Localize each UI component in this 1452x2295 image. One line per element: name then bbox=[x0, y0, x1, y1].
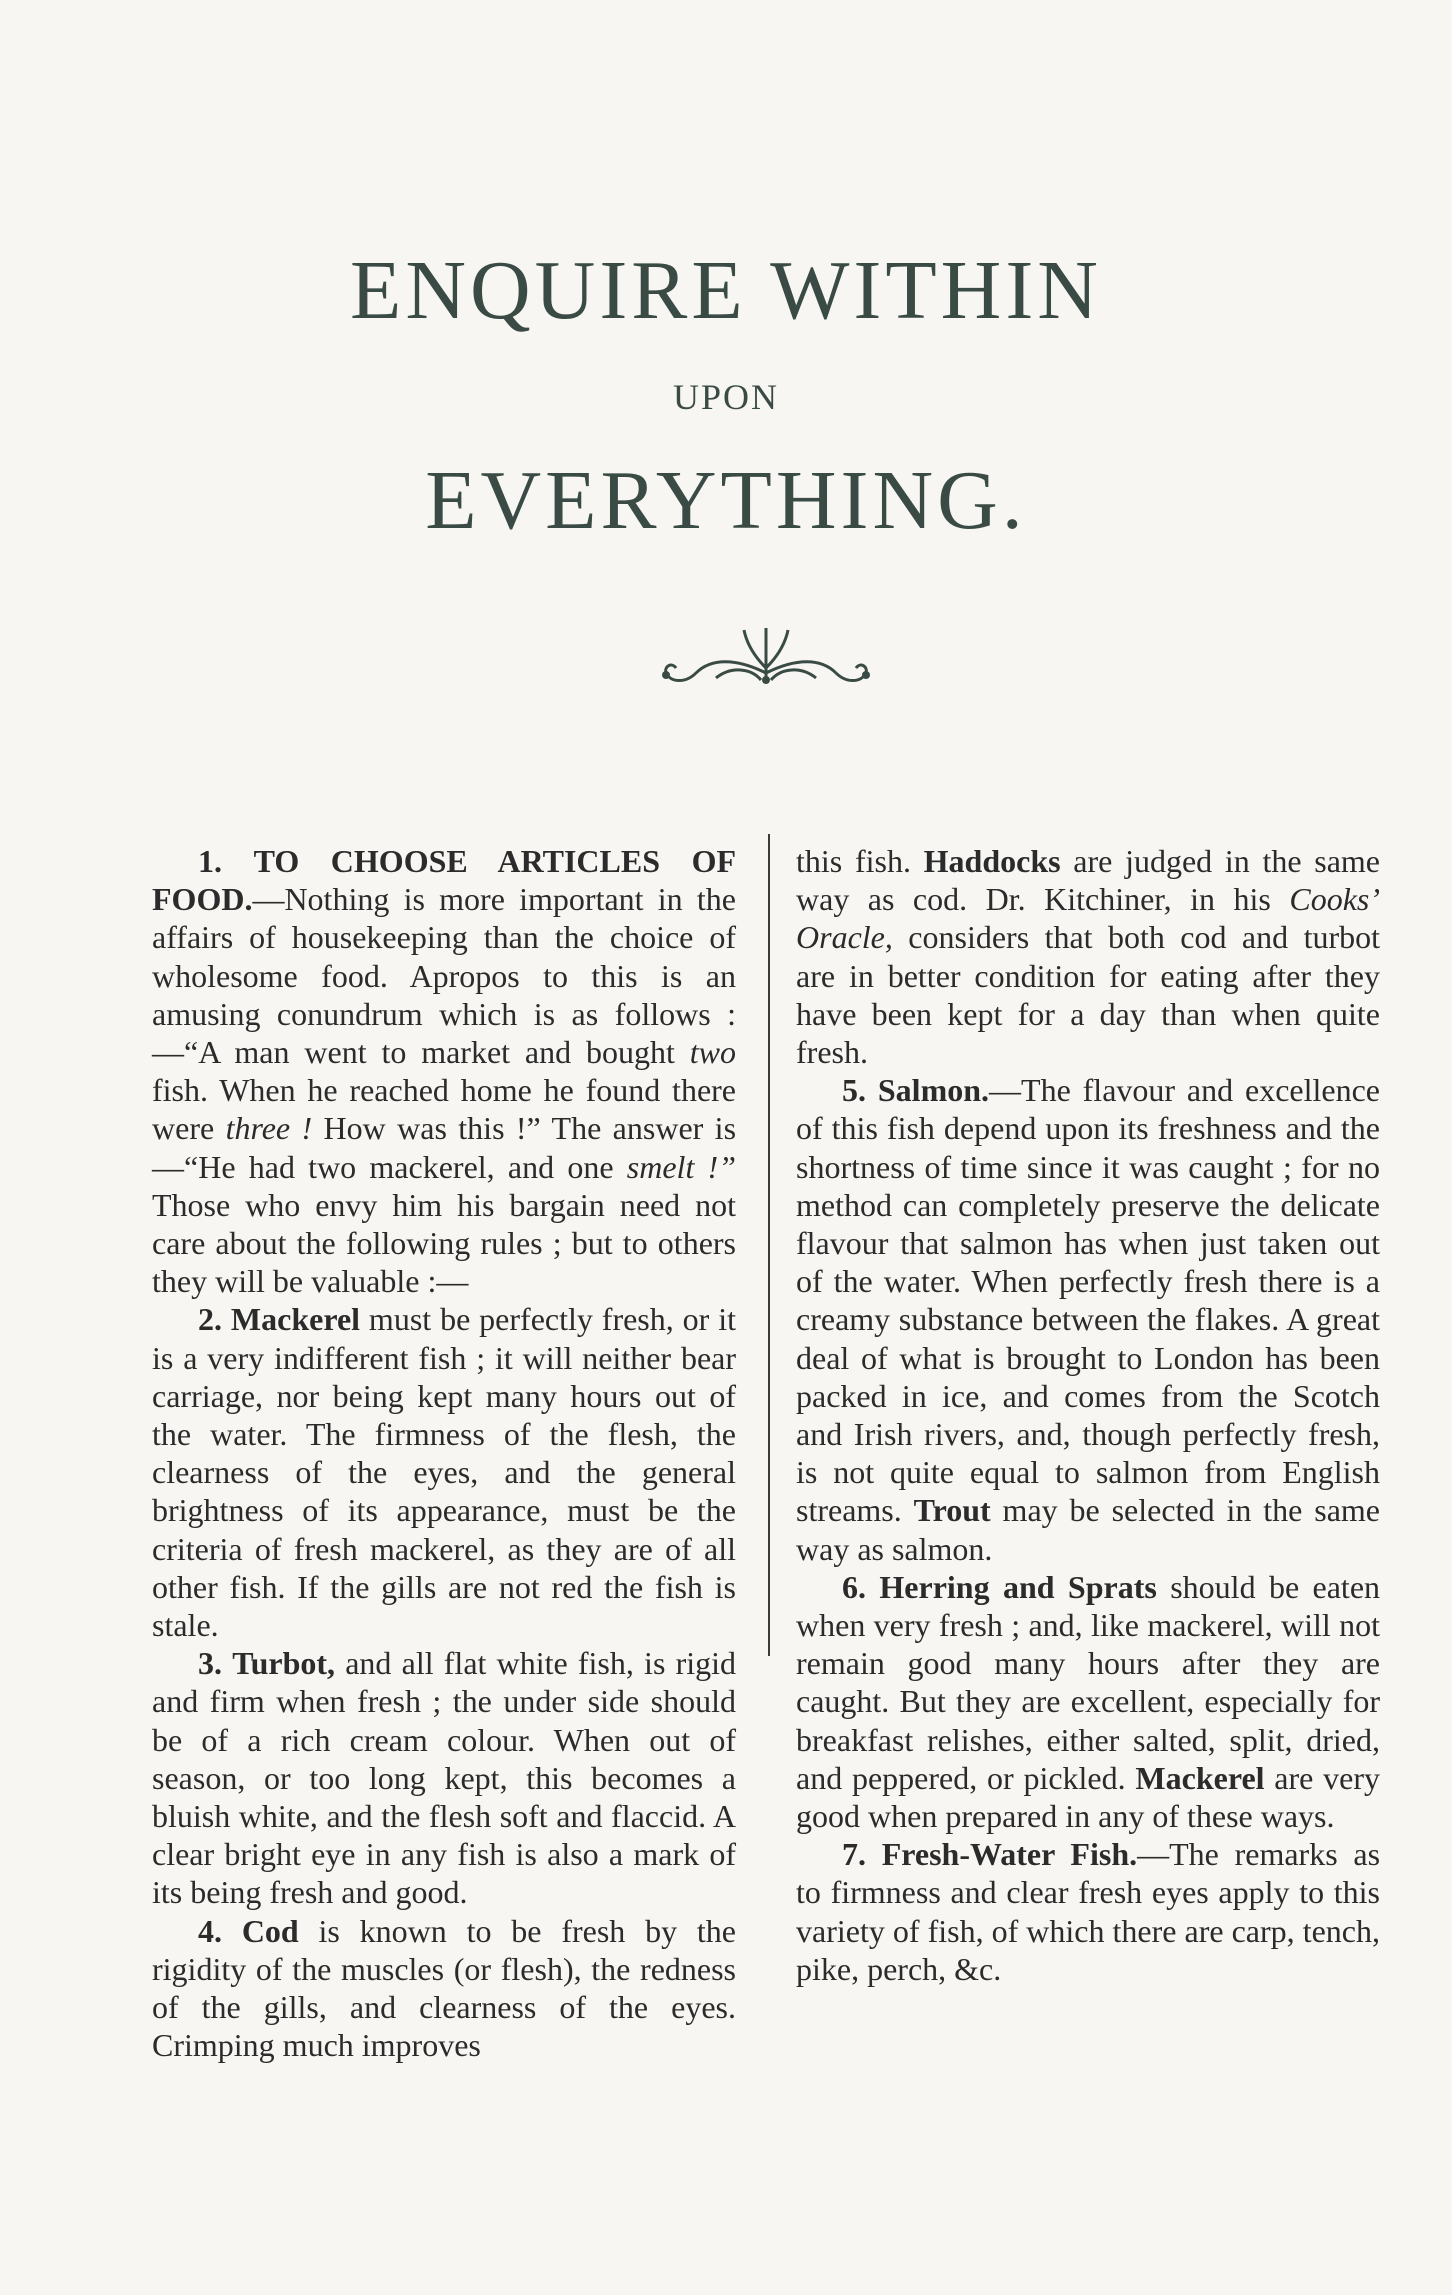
paragraph-text: should be eaten when very fresh ; and, like mackerel, will not remain good many hours after they are caught. But they are excellent, especially for breakfast relishes, either salted, split, dried, and peppered, or pickled. bbox=[796, 1568, 1381, 1796]
emphasis-text: three ! bbox=[225, 1110, 313, 1147]
paragraph-number: 3. bbox=[198, 1645, 222, 1682]
paragraph-heading: Mackerel bbox=[230, 1301, 361, 1338]
paragraph-6 bbox=[796, 1568, 1380, 1835]
emphasis-text: Cooks’ Oracle, bbox=[796, 881, 1380, 956]
paragraph-number: 7. bbox=[842, 1836, 866, 1873]
paragraph-heading: Haddocks bbox=[923, 843, 1061, 879]
paragraph-text: —Nothing is more important in the affairs of housekeeping than the choice of wholesome food. Apropos to this is an amusing conundrum which is as follows :—“A man went to market and bought bbox=[152, 881, 736, 1071]
paragraph-text: must be perfectly fresh, or it is a very indifferent fish ; it will neither bear carriage, nor being kept many hours out of the water. The firmness of the flesh, the clearness of the eyes, and the general brightness of its appearance, must be the criteria of fresh mackerel, as they are of all other fish. If the gills are not red the fish is stale. bbox=[152, 1301, 737, 1644]
paragraph-heading: Cod bbox=[241, 1912, 299, 1949]
paragraph-text: and all flat white fish, is rigid and firm when fresh ; the under side should be of a rich cream colour. When out of season, or too long kept, this becomes a bluish white, and the flesh soft and flaccid. A clear bright eye in any fish is also a mark of its being fresh and good. bbox=[152, 1645, 737, 1911]
paragraph-text: considers that both cod and turbot are in better condition for eating after they have been kept for a day than when quite fresh. bbox=[796, 919, 1380, 1071]
paragraph-5 bbox=[796, 1071, 1380, 1568]
paragraph-1 bbox=[152, 842, 736, 1300]
paragraph-heading: Herring and Sprats bbox=[879, 1568, 1157, 1605]
paragraph-text: How was this !” The answer is—“He had two mackerel, and one bbox=[152, 1110, 737, 1185]
paragraph-heading: Mackerel bbox=[1135, 1759, 1265, 1796]
title-line-1: ENQUIRE WITHIN bbox=[350, 244, 1102, 337]
column-divider bbox=[768, 834, 770, 1656]
paragraph-heading: Turbot, bbox=[232, 1645, 336, 1682]
paragraph-number: 4. bbox=[198, 1912, 222, 1949]
paragraph-heading: Salmon. bbox=[877, 1072, 990, 1109]
paragraph-text: are judged in the same way as cod. Dr. Kitchiner, in his bbox=[796, 843, 1381, 918]
paragraph-number: 1. bbox=[198, 843, 222, 879]
paragraph-text: may be selected in the same way as salmon. bbox=[796, 1492, 1380, 1567]
paragraph-number: 5. bbox=[842, 1072, 866, 1109]
paragraph-text: are very good when prepared in any of these ways. bbox=[796, 1759, 1380, 1835]
title-line-3: EVERYTHING. bbox=[425, 454, 1027, 547]
paragraph-text: —The remarks as to firmness and clear fresh eyes apply to this variety of fish, of which there are carp, tench, pike, perch, &c. bbox=[796, 1836, 1381, 1987]
right-column bbox=[796, 842, 1380, 1988]
paragraph-heading: TO CHOOSE ARTICLES OF FOOD. bbox=[152, 843, 737, 918]
emphasis-text: smelt !” bbox=[626, 1148, 737, 1185]
paragraph-heading: Fresh-Water Fish. bbox=[881, 1836, 1138, 1873]
paragraph-3 bbox=[152, 1644, 736, 1911]
ornament-flourish-icon bbox=[656, 618, 876, 698]
paragraph-4-continued bbox=[796, 842, 1380, 1071]
title-line-2: UPON bbox=[672, 377, 779, 417]
paragraph-text: this fish. bbox=[796, 843, 924, 879]
paragraph-text: —The flavour and excellence of this fish depend upon its freshness and the shortness of time since it was caught ; for no method can completely preserve the delicate flavour that salmon has when just taken out of the water. When perfectly fresh there is a creamy substance between the flakes. A great deal of what is brought to London has been packed in ice, and comes from the Scotch and Irish rivers, and, though perfectly fresh, is not quite equal to salmon from English streams. bbox=[796, 1072, 1380, 1529]
paragraph-number: 6. bbox=[842, 1568, 866, 1605]
paragraph-text: fish. When he reached home he found there were bbox=[152, 1072, 736, 1147]
paragraph-heading: Trout bbox=[913, 1492, 991, 1529]
paragraph-7 bbox=[796, 1835, 1380, 1988]
left-column bbox=[152, 842, 736, 2065]
paragraph-4 bbox=[152, 1912, 736, 2065]
paragraph-text: is known to be fresh by the rigidity of the muscles (or flesh), the redness of the gills, and clearness of the eyes. Crimping much improves bbox=[152, 1912, 737, 2064]
paragraph-2 bbox=[152, 1300, 736, 1644]
emphasis-text: two bbox=[689, 1034, 736, 1071]
paragraph-number: 2. bbox=[198, 1301, 222, 1338]
paragraph-text: Those who envy him his bargain need not care about the following rules ; but to others they will be valuable :— bbox=[152, 1186, 736, 1300]
